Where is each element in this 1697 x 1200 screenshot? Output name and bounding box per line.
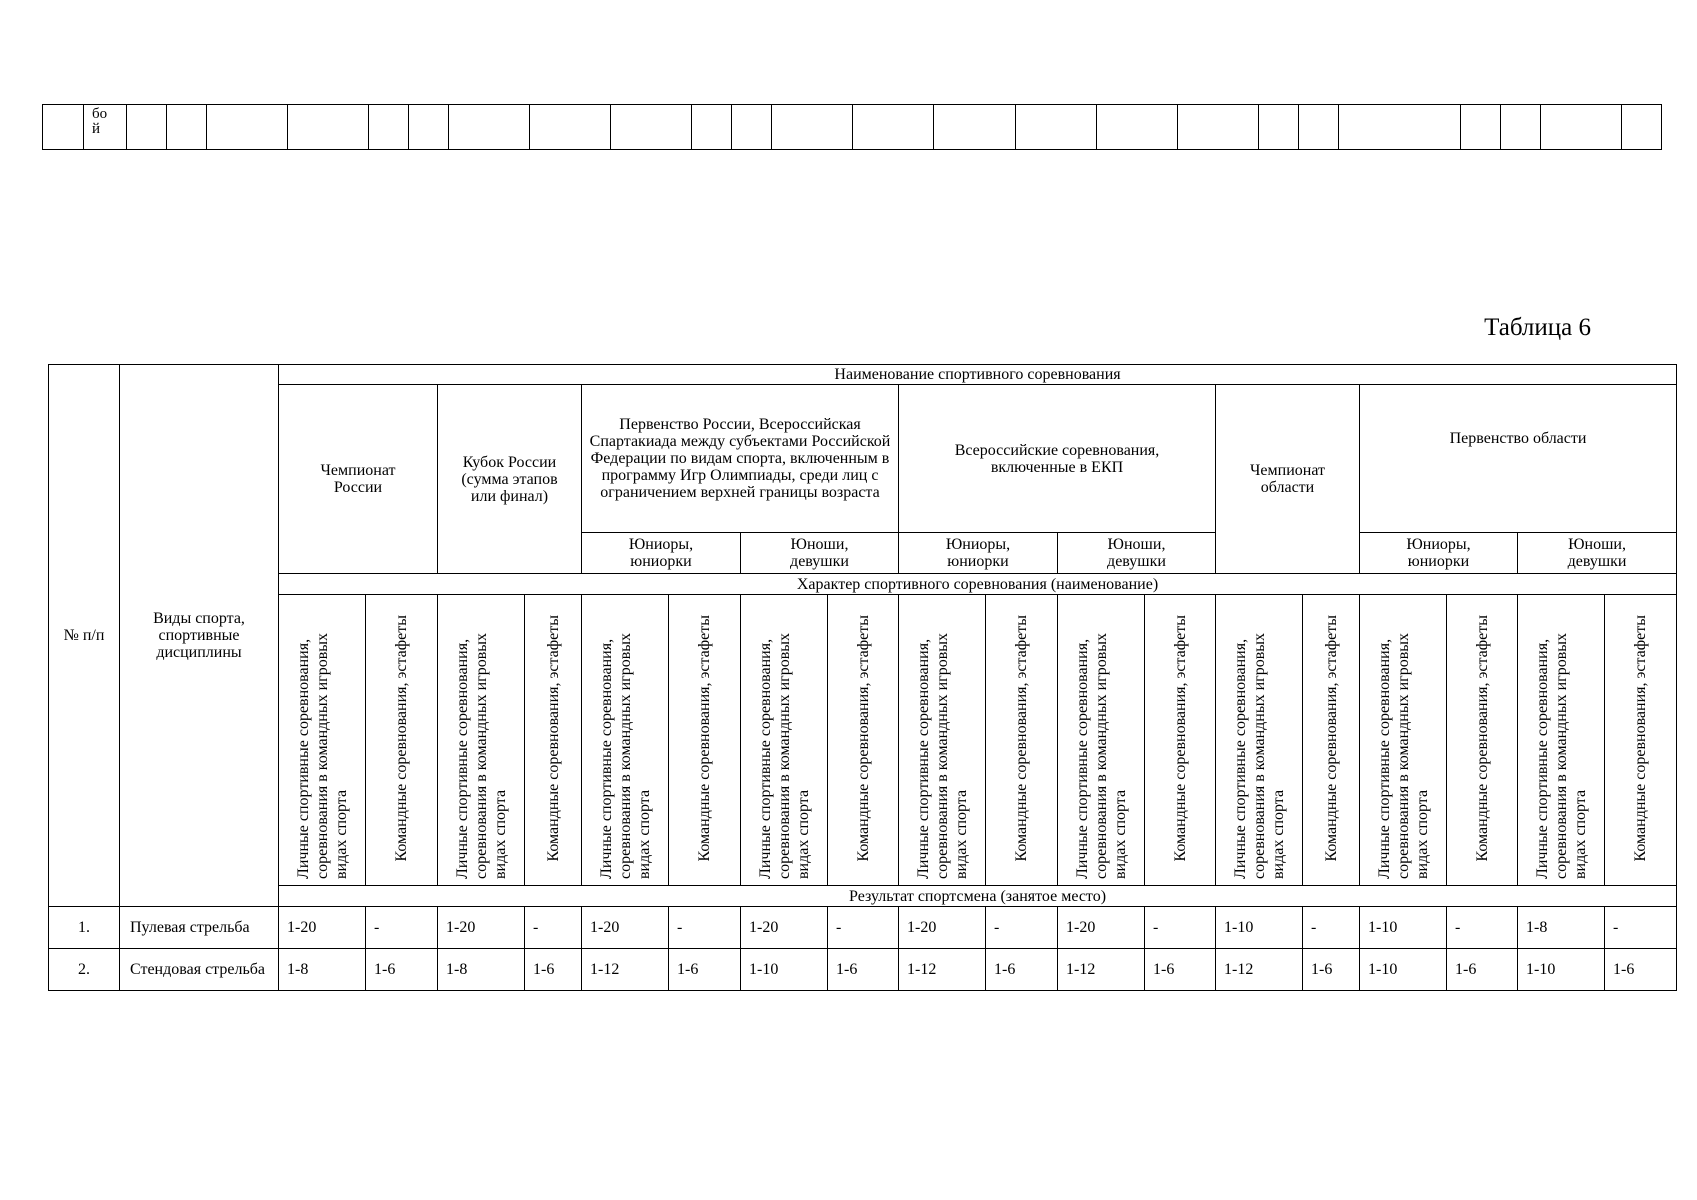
result-cell: 1-6 [986, 949, 1058, 991]
char-team-cell [669, 595, 741, 886]
result-cell: - [366, 907, 438, 949]
result-cell: - [669, 907, 741, 949]
char-team-cell [986, 595, 1058, 886]
fragment-cell [167, 105, 207, 150]
fragment-cell [1298, 105, 1338, 150]
fragment-cell [732, 105, 772, 150]
result-cell: 1-10 [1360, 949, 1447, 991]
fragment-text: бо й [92, 106, 108, 137]
competition-name-header: Наименование спортивного соревнования [279, 365, 1677, 385]
char-personal-label: Личные спортивные соревнования, соревнования в командных игровых видах спорта [294, 632, 350, 879]
char-personal-label: Личные спортивные соревнования, соревнования в командных игровых видах спорта [1073, 632, 1129, 879]
result-cell: 1-8 [438, 949, 525, 991]
char-team-label: Командные соревнования, эстафеты [544, 614, 562, 862]
result-cell: 1-6 [525, 949, 582, 991]
fragment-cell [530, 105, 611, 150]
competition-russia-youth-championship: Первенство России, Всероссийская Спартакиада между субъектами Российской Федерации по видам спорта, включенным в программу Игр Олимпиады, среди лиц с ограничением верхней границы возраста [582, 385, 899, 533]
result-cell: 1-6 [828, 949, 899, 991]
fragment-cell [409, 105, 449, 150]
char-team-label: Командные соревнования, эстафеты [1013, 614, 1030, 862]
fragment-cell [1177, 105, 1258, 150]
result-cell: 1-10 [1518, 949, 1605, 991]
previous-table-fragment [42, 104, 1662, 150]
group-juniors: Юниоры, юниорки [1360, 533, 1518, 574]
char-personal-cell [1360, 595, 1447, 886]
result-cell: 1-12 [1216, 949, 1303, 991]
char-personal-label: Личные спортивные соревнования, соревнования в командных игровых видах спорта [597, 632, 653, 879]
character-header: Характер спортивного соревнования (наименование) [279, 574, 1677, 595]
table-row [49, 907, 1677, 949]
result-cell: 1-20 [279, 907, 366, 949]
fragment-cell [772, 105, 853, 150]
char-personal-cell [1216, 595, 1303, 886]
char-team-cell [1303, 595, 1360, 886]
fragment-cell [1500, 105, 1540, 150]
result-cell: 1-8 [279, 949, 366, 991]
result-cell: 1-6 [1145, 949, 1216, 991]
fragment-cell [288, 105, 369, 150]
competition-results-table [48, 364, 1677, 991]
fragment-cell [1540, 105, 1621, 150]
competition-championship-russia: Чемпионат России [279, 385, 438, 574]
result-cell: 1-6 [1303, 949, 1360, 991]
competition-all-russian-ekp: Всероссийские соревнования, включенные в ЕКП [899, 385, 1216, 533]
char-team-cell [366, 595, 438, 886]
result-cell: 1-20 [1058, 907, 1145, 949]
result-cell: - [828, 907, 899, 949]
result-cell: - [1145, 907, 1216, 949]
group-youth: Юноши, девушки [1518, 533, 1677, 574]
result-cell: 1-6 [366, 949, 438, 991]
char-team-cell [1447, 595, 1518, 886]
result-cell: 1-6 [1605, 949, 1677, 991]
char-team-cell [1145, 595, 1216, 886]
char-personal-label: Личные спортивные соревнования, соревнования в командных игровых видах спорта [1533, 632, 1589, 879]
result-cell: 1-12 [582, 949, 669, 991]
fragment-cell-text [84, 105, 127, 150]
fragment-cell [207, 105, 288, 150]
result-header: Результат спортсмена (занятое место) [279, 886, 1677, 907]
fragment-cell [692, 105, 732, 150]
fragment-cell [369, 105, 409, 150]
char-team-label: Командные соревнования, эстафеты [696, 614, 713, 862]
result-cell: - [1447, 907, 1518, 949]
result-cell: 1-20 [582, 907, 669, 949]
fragment-cell [853, 105, 934, 150]
char-team-label: Командные соревнования, эстафеты [1473, 614, 1491, 862]
competition-cup-russia: Кубок России (сумма этапов или финал) [438, 385, 582, 574]
result-cell: - [1605, 907, 1677, 949]
char-team-cell [1605, 595, 1677, 886]
char-personal-label: Личные спортивные соревнования, соревнования в командных игровых видах спорта [453, 632, 509, 879]
char-personal-label: Личные спортивные соревнования, соревнования в командных игровых видах спорта [756, 632, 812, 879]
char-personal-cell [279, 595, 366, 886]
result-cell: 1-10 [741, 949, 828, 991]
row-sport: Стендовая стрельба [120, 949, 279, 991]
result-cell: 1-20 [741, 907, 828, 949]
group-youth: Юноши, девушки [1058, 533, 1216, 574]
result-cell: - [986, 907, 1058, 949]
result-cell: 1-12 [1058, 949, 1145, 991]
char-personal-label: Личные спортивные соревнования, соревнования в командных игровых видах спорта [914, 632, 970, 879]
fragment-cell [1621, 105, 1661, 150]
row-sport: Пулевая стрельба [120, 907, 279, 949]
fragment-cell [1096, 105, 1177, 150]
row-number: 1. [49, 907, 120, 949]
char-personal-cell [899, 595, 986, 886]
result-cell: - [1303, 907, 1360, 949]
result-cell: - [525, 907, 582, 949]
result-cell: 1-6 [669, 949, 741, 991]
char-personal-cell [1518, 595, 1605, 886]
competition-regional-youth-championship: Первенство области [1360, 385, 1677, 533]
char-personal-cell [438, 595, 525, 886]
fragment-cell [1258, 105, 1298, 150]
result-cell: 1-10 [1360, 907, 1447, 949]
fragment-cell [1460, 105, 1500, 150]
sport-header: Виды спорта, спортивные дисциплины [120, 365, 279, 907]
competition-regional-championship: Чемпионат области [1216, 385, 1360, 574]
char-team-label: Командные соревнования, эстафеты [854, 614, 872, 862]
char-team-cell [828, 595, 899, 886]
result-cell: 1-10 [1216, 907, 1303, 949]
fragment-cell [934, 105, 1015, 150]
char-personal-cell [582, 595, 669, 886]
char-team-cell [525, 595, 582, 886]
group-juniors: Юниоры, юниорки [582, 533, 741, 574]
result-cell: 1-6 [1447, 949, 1518, 991]
char-team-label: Командные соревнования, эстафеты [1632, 614, 1650, 862]
row-number: 2. [49, 949, 120, 991]
num-header: № п/п [49, 365, 120, 907]
fragment-cell [449, 105, 530, 150]
table-row [49, 949, 1677, 991]
result-cell: 1-12 [899, 949, 986, 991]
char-personal-label: Личные спортивные соревнования, соревнования в командных игровых видах спорта [1231, 632, 1287, 879]
group-juniors: Юниоры, юниорки [899, 533, 1058, 574]
group-youth: Юноши, девушки [741, 533, 899, 574]
fragment-cell [611, 105, 692, 150]
char-team-label: Командные соревнования, эстафеты [1171, 614, 1189, 862]
result-cell: 1-20 [899, 907, 986, 949]
char-personal-cell [1058, 595, 1145, 886]
result-cell: 1-20 [438, 907, 525, 949]
char-team-label: Командные соревнования, эстафеты [1322, 614, 1340, 862]
char-team-label: Командные соревнования, эстафеты [393, 614, 410, 862]
char-personal-cell [741, 595, 828, 886]
fragment-cell [127, 105, 167, 150]
fragment-cell [1015, 105, 1096, 150]
char-personal-label: Личные спортивные соревнования, соревнования в командных игровых видах спорта [1375, 632, 1431, 879]
result-cell: 1-8 [1518, 907, 1605, 949]
fragment-cell [1338, 105, 1460, 150]
fragment-cell [43, 105, 84, 150]
table-caption: Таблица 6 [1484, 314, 1591, 341]
